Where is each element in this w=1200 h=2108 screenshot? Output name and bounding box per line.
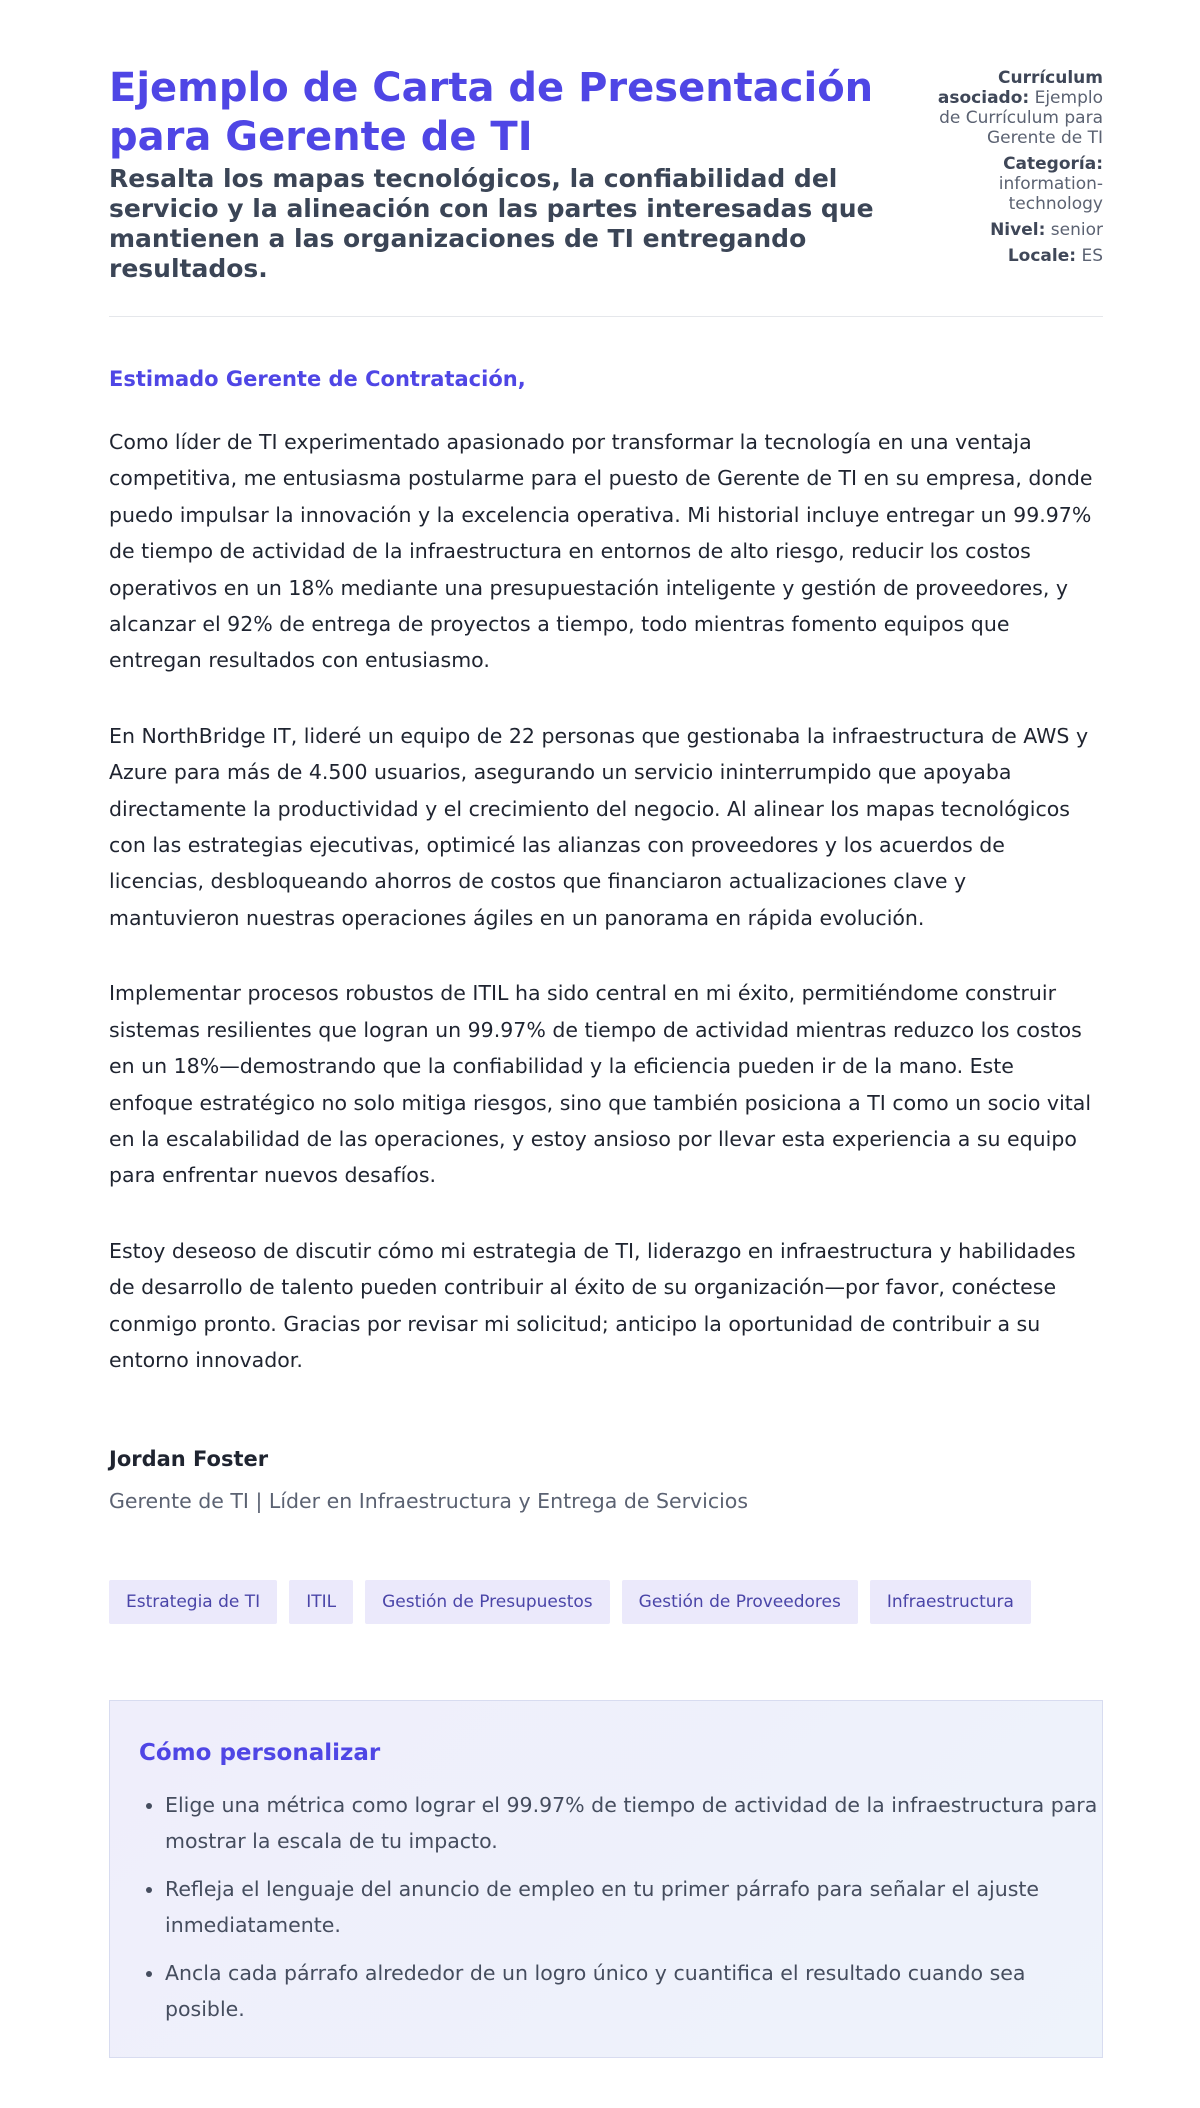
meta-locale-label: Locale: <box>1007 246 1077 266</box>
letter-salutation: Estimado Gerente de Contratación, <box>109 367 526 391</box>
tips-list <box>139 1787 1105 2039</box>
metadata-panel <box>928 68 1103 272</box>
meta-resume-label: Currículum asociado: <box>937 68 1103 108</box>
skill-tag: Gestión de Presupuestos <box>365 1580 610 1624</box>
page-title: Ejemplo de Carta de Presentación para Gerente de TI <box>109 65 874 160</box>
tip-item: • Elige una métrica como lograr el 99.97% de tiempo de actividad de la infraestructura para mostrar la escala de tu impacto. <box>165 1787 1105 1859</box>
meta-level-value: senior <box>1050 220 1103 240</box>
skill-tags <box>109 1580 1031 1624</box>
customization-tips-box <box>109 1700 1103 2058</box>
meta-resume <box>928 68 1103 148</box>
letter-paragraph: Como líder de TI experimentado apasionado por transformar la tecnología en una ventaja competitiva, me entusiasma postularme para el puesto de Gerente de TI en su empresa, donde puedo impulsar la innovación y la excelencia operativa. Mi historial incluye entregar un 99.97% de tiempo de actividad de la infraestructura en entornos de alto riesgo, reducir los costos operativos en un 18% mediante una presupuestación inteligente y gestión de proveedores, y alcanzar el 92% de entrega de proyectos a tiempo, todo mientras fomento equipos que entregan resultados con entusiasmo. <box>109 430 1093 673</box>
meta-locale-value: ES <box>1081 246 1103 266</box>
meta-category-value: information-technology <box>998 174 1103 214</box>
signature-title: Gerente de TI | Líder en Infraestructura y Entrega de Servicios <box>109 1489 749 1513</box>
skill-tag: Estrategia de TI <box>109 1580 277 1624</box>
tip-item: • Refleja el lenguaje del anuncio de empleo en tu primer párrafo para señalar el ajuste inmediatamente. <box>165 1871 1105 1943</box>
signature-name: Jordan Foster <box>109 1447 269 1471</box>
letter-paragraph: Estoy deseoso de discutir cómo mi estrategia de TI, liderazgo en infraestructura y habilidades de desarrollo de talento pueden contribuir al éxito de su organización—por favor, conéctese conmigo pronto. Gracias por revisar mi solicitud; anticipo la oportunidad de contribuir a su entorno innovador. <box>109 1238 1076 1372</box>
letter-paragraph: Implementar procesos robustos de ITIL ha sido central en mi éxito, permitiéndome construir sistemas resilientes que logran un 99.97% de tiempo de actividad mientras reduzco los costos en un 18%—demostrando que la confiabilidad y la eficiencia pueden ir de la mano. Este enfoque estratégico no solo mitiga riesgos, sino que también posiciona a TI como un socio vital en la escalabilidad de las operaciones, y estoy ansioso por llevar esta experiencia a su equipo para enfrentar nuevos desafíos. <box>109 981 1092 1188</box>
tips-title: Cómo personalizar <box>139 1740 381 1766</box>
skill-tag: Gestión de Proveedores <box>622 1580 858 1624</box>
page-subtitle: Resalta los mapas tecnológicos, la confiabilidad del servicio y la alineación con las partes interesadas que mantienen a las organizaciones de TI entregando resultados. <box>109 164 874 283</box>
meta-level <box>928 220 1103 240</box>
meta-resume-value: Ejemplo de Currículum para Gerente de TI <box>939 88 1103 148</box>
signature-block <box>109 1446 1103 1514</box>
letter-body <box>109 424 1103 1417</box>
meta-category-label: Categoría: <box>1003 154 1103 174</box>
meta-level-label: Nivel: <box>990 220 1046 240</box>
header-divider <box>109 316 1103 317</box>
letter-paragraph: En NorthBridge IT, lideré un equipo de 22 personas que gestionaba la infraestructura de AWS y Azure para más de 4.500 usuarios, asegurando un servicio ininterrumpido que apoyaba directamente la productividad y el crecimiento del negocio. Al alinear los mapas tecnológicos con las estrategias ejecutivas, optimicé las alianzas con proveedores y los acuerdos de licencias, desbloqueando ahorros de costos que financiaron actualizaciones clave y mantuvieron nuestras operaciones ágiles en un panorama en rápida evolución. <box>109 723 1089 930</box>
skill-tag: Infraestructura <box>870 1580 1031 1624</box>
meta-category <box>928 154 1103 214</box>
tip-item: • Ancla cada párrafo alrededor de un logro único y cuantifica el resultado cuando sea posible. <box>165 1955 1105 2027</box>
meta-locale <box>928 246 1103 266</box>
skill-tag: ITIL <box>289 1580 353 1624</box>
